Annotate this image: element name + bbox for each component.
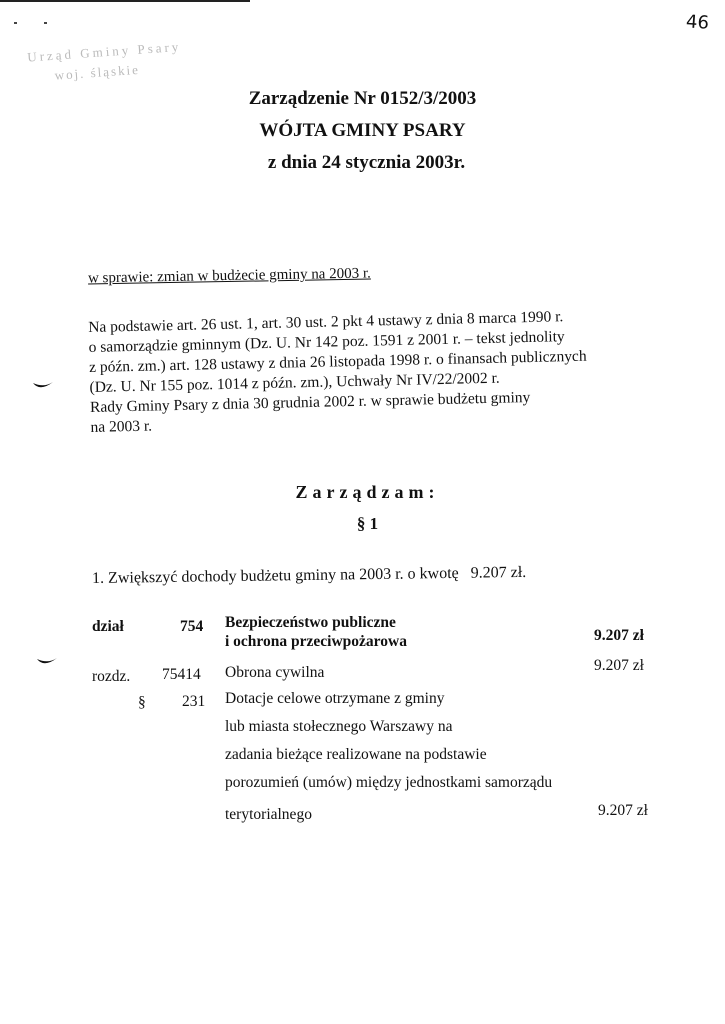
legal-basis	[88, 304, 691, 438]
legal-basis-line: Rady Gminy Psary z dnia 30 grudnia 2002 r. w sprawie budżetu gminy	[89, 388, 531, 416]
legal-basis-line: o samorządzie gminnym (Dz. U. Nr 142 poz. 1591 z 2001 r. – tekst jednolity	[88, 328, 565, 356]
stamp-line-1: Urząd Gminy Psary	[26, 38, 182, 65]
paragraf-desc-line: Dotacje celowe otrzymane z gminy	[225, 690, 445, 707]
decree-title: Zarządzenie Nr 0152/3/2003	[248, 88, 477, 109]
paragraf-desc-line: porozumień (umów) między jednostkami samorządu	[225, 774, 553, 791]
paragraf-desc-line: lub miasta stołecznego Warszawy na	[225, 718, 453, 735]
legal-basis-line: Na podstawie art. 26 ust. 1, art. 30 ust. 2 pkt 4 ustawy z dnia 8 marca 1990 r.	[88, 308, 564, 336]
dzial-amount: 9.207 zł	[594, 627, 644, 644]
paragraf-desc-line: terytorialnego	[225, 806, 312, 823]
subject-line: w sprawie: zmian w budżecie gminy na 2003 r.	[87, 265, 371, 287]
dzial-name-line-2: i ochrona przeciwpożarowa	[225, 633, 407, 650]
paragraf-amount: 9.207 zł	[598, 802, 648, 819]
paragraph-number: § 1	[356, 514, 379, 533]
dzial-name-line-1: Bezpieczeństwo publiczne	[225, 614, 396, 631]
rozdzial-label: rozdz.	[92, 668, 131, 685]
paragraf-code: 231	[182, 693, 206, 710]
top-border-line	[0, 0, 250, 2]
decree-date: z dnia 24 stycznia 2003r.	[267, 152, 466, 173]
dzial-label: dział	[92, 618, 124, 635]
dzial-code: 754	[180, 618, 204, 635]
decree-word: Zarządzam:	[295, 482, 440, 502]
paragraf-desc-line: zadania bieżące realizowane na podstawie	[225, 746, 487, 763]
issuer-title: WÓJTA GMINY PSARY	[259, 120, 466, 141]
check-mark-icon	[32, 380, 54, 394]
legal-basis-line: z późn. zm.) art. 128 ustawy z dnia 26 listopada 1998 r. o finansach publicznych	[88, 347, 587, 376]
item-1	[92, 564, 526, 588]
rozdzial-code: 75414	[162, 666, 201, 683]
legal-basis-line: (Dz. U. Nr 155 poz. 1014 z późn. zm.), Uchwały Nr IV/22/2002 r.	[89, 369, 500, 396]
stamp-line-2: woj. śląskie	[54, 61, 141, 83]
faded-stamp	[27, 38, 189, 89]
scan-speck	[14, 22, 17, 24]
item-1-text: 1. Zwiększyć dochody budżetu gminy na 2003 r. o kwotę	[92, 564, 459, 587]
legal-basis-line: na 2003 r.	[90, 417, 153, 436]
rozdzial-name: Obrona cywilna	[225, 664, 325, 681]
check-mark-icon	[36, 656, 58, 670]
rozdzial-amount: 9.207 zł	[594, 657, 644, 674]
item-1-amount: 9.207 zł.	[470, 563, 527, 582]
paragraf-label: §	[138, 694, 146, 711]
scan-speck	[44, 22, 47, 24]
page-number: 46	[685, 11, 710, 34]
